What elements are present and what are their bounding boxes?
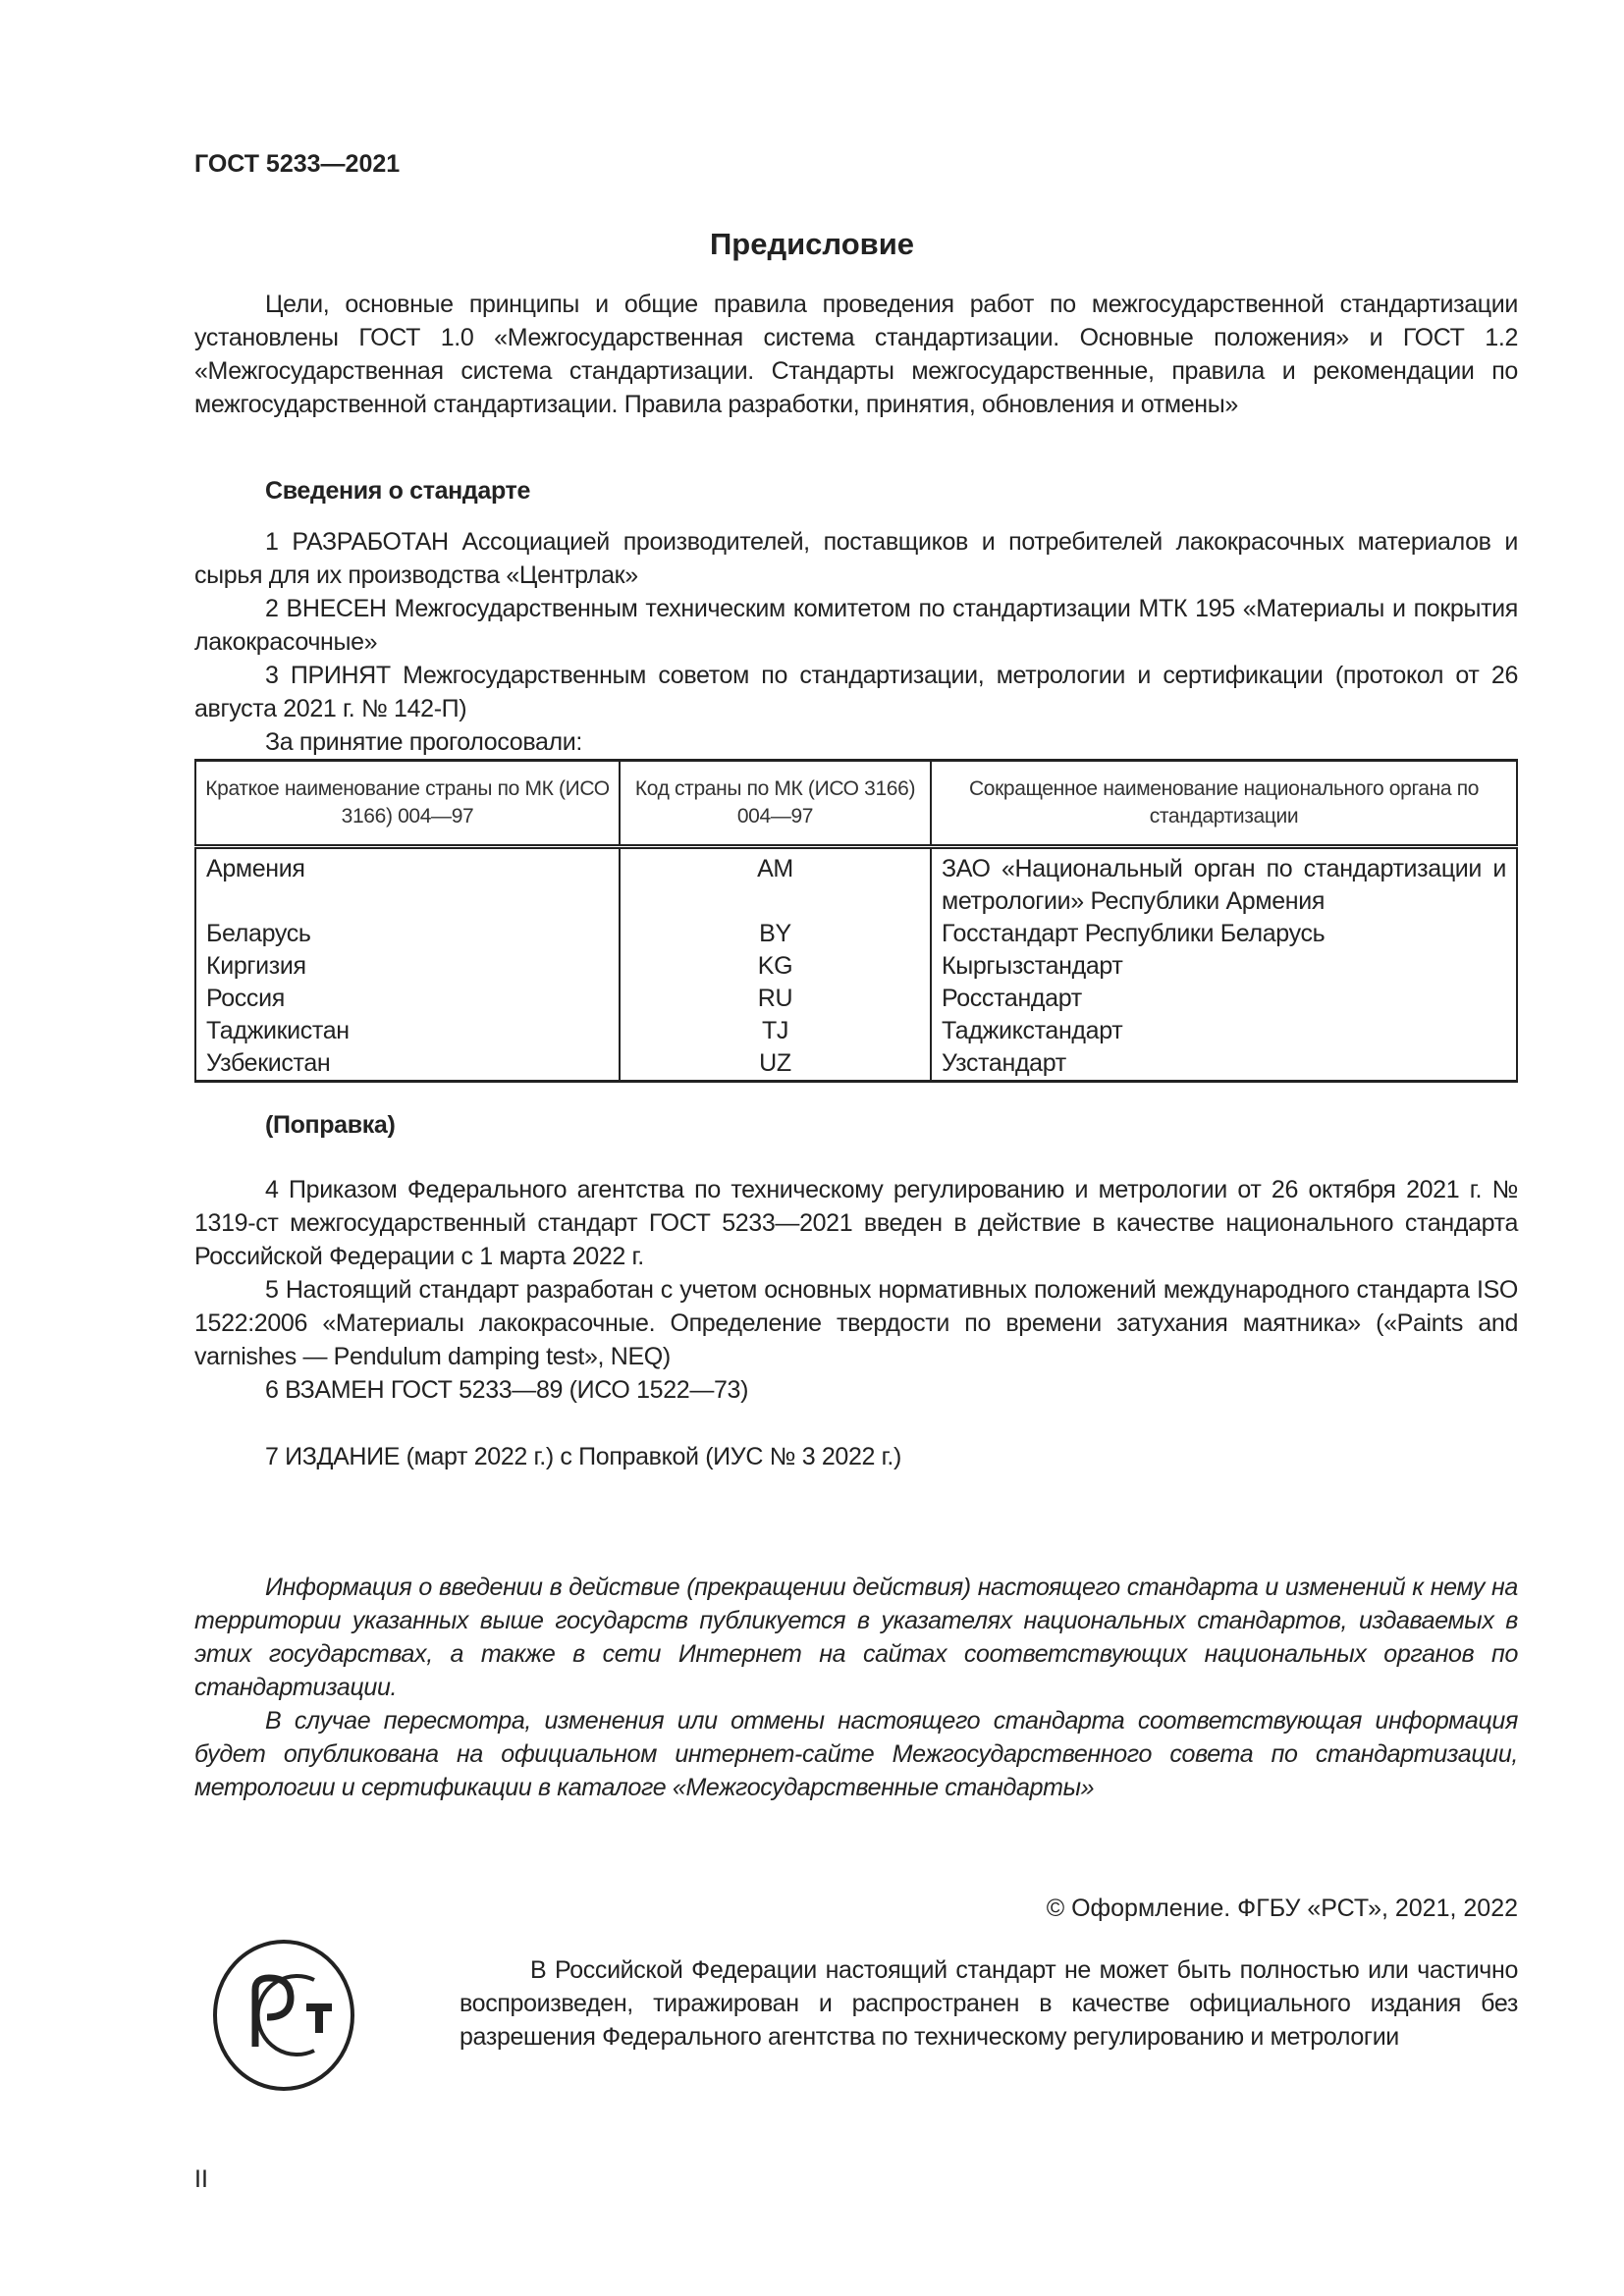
cell-country: Узбекистан [195,1047,620,1082]
voting-label: За принятие проголосовали: [265,728,582,756]
voting-table [194,759,1518,1083]
cell-code: RU [620,983,931,1015]
document-header: ГОСТ 5233—2021 [194,150,401,178]
legal-notice [460,1953,1518,2054]
notes-section [194,1571,1518,1804]
info-item-6: 6 ВЗАМЕН ГОСТ 5233—89 (ИСО 1522—73) [265,1376,749,1404]
info-item-1: 1 РАЗРАБОТАН Ассоциацией производителей, поставщиков и потребителей лакокрасочных материалов и сырья для их производства «Центрлак» [194,528,1518,589]
rst-logo [212,1939,355,2092]
cell-country: Россия [195,983,620,1015]
cell-authority: Госстандарт Республики Беларусь [931,918,1517,950]
info-item-2: 2 ВНЕСЕН Межгосударственным техническим комитетом по стандартизации МТК 195 «Материалы и покрытия лакокрасочные» [194,595,1518,656]
cell-country: Беларусь [195,918,620,950]
copyright: © Оформление. ФГБУ «РСТ», 2021, 2022 [1046,1895,1518,1922]
amendment-heading: (Поправка) [265,1111,396,1139]
table-row [195,950,1517,983]
legal-paragraph: В Российской Федерации настоящий стандарт не может быть полностью или частично воспроизведен, тиражирован и распространен в качестве официального издания без разрешения Федерального агентства по техническому регулированию и метрологии [460,1956,1518,2051]
table-header-row [195,761,1517,847]
cell-country: Таджикистан [195,1015,620,1047]
cell-code: TJ [620,1015,931,1047]
column-header-code: Код страны по МК (ИСО 3166) 004—97 [620,761,931,847]
cell-code: KG [620,950,931,983]
cell-code: BY [620,918,931,950]
table-row [195,918,1517,950]
cell-code: AM [620,847,931,919]
cell-country: Киргизия [195,950,620,983]
cell-authority: Узстандарт [931,1047,1517,1082]
intro-paragraph: Цели, основные принципы и общие правила проведения работ по межгосударственной стандартизации установлены ГОСТ 1.0 «Межгосударственная система стандартизации. Основные положения» и ГОСТ 1.2 «Межгосударственная система стандартизации. Стандарты межгосударственные, правила и рекомендации по межгосударственной стандартизации. Правила разработки, принятия, обновления и отмены» [194,291,1518,418]
table-row [195,1015,1517,1047]
standard-info-section [194,474,1518,759]
info-heading: Сведения о стандарте [265,477,531,505]
cell-authority: Кыргызстандарт [931,950,1517,983]
note-paragraph-1: Информация о введении в действие (прекращении действия) настоящего стандарта и изменений к нему на территории указанных выше государств публикуется в указателях национальных стандартов, издаваемых в этих государствах, а также в сети Интернет на сайтах соответствующих национальных органов по стандартизации. [194,1574,1518,1701]
table-row [195,847,1517,919]
cell-country: Армения [195,847,620,919]
note-paragraph-2: В случае пересмотра, изменения или отмены настоящего стандарта соответствующая информация будет опубликована на официальном интернет-сайте Межгосударственного совета по стандартизации, метрологии и сертификации в каталоге «Межгосударственные стандарты» [194,1707,1518,1801]
cell-authority: ЗАО «Национальный орган по стандартизации и метрологии» Республики Армения [931,847,1517,919]
intro-section [194,288,1518,421]
table-row [195,1047,1517,1082]
cell-code: UZ [620,1047,931,1082]
amendment-section [194,1108,1518,1473]
info-item-7: 7 ИЗДАНИЕ (март 2022 г.) с Поправкой (ИУС № 3 2022 г.) [265,1443,901,1470]
info-item-3: 3 ПРИНЯТ Межгосударственным советом по стандартизации, метрологии и сертификации (протокол от 26 августа 2021 г. № 142-П) [194,662,1518,722]
page-number: II [194,2165,208,2193]
info-item-5: 5 Настоящий стандарт разработан с учетом основных нормативных положений международного стандарта ISO 1522:2006 «Материалы лакокрасочные. Определение твердости по времени затухания маятника» («Paints and varnishes — Pendulum damping test», NEQ) [194,1276,1518,1370]
cell-authority: Таджикстандарт [931,1015,1517,1047]
column-header-authority: Сокращенное наименование национального органа по стандартизации [931,761,1517,847]
table-row [195,983,1517,1015]
column-header-country: Краткое наименование страны по МК (ИСО 3166) 004—97 [195,761,620,847]
page-title: Предисловие [709,227,914,261]
cell-authority: Росстандарт [931,983,1517,1015]
info-item-4: 4 Приказом Федерального агентства по техническому регулированию и метрологии от 26 октября 2021 г. № 1319-ст межгосударственный стандарт ГОСТ 5233—2021 введен в действие в качестве национального стандарта Российской Федерации с 1 марта 2022 г. [194,1176,1518,1270]
voting-table-wrapper [194,759,1518,1083]
